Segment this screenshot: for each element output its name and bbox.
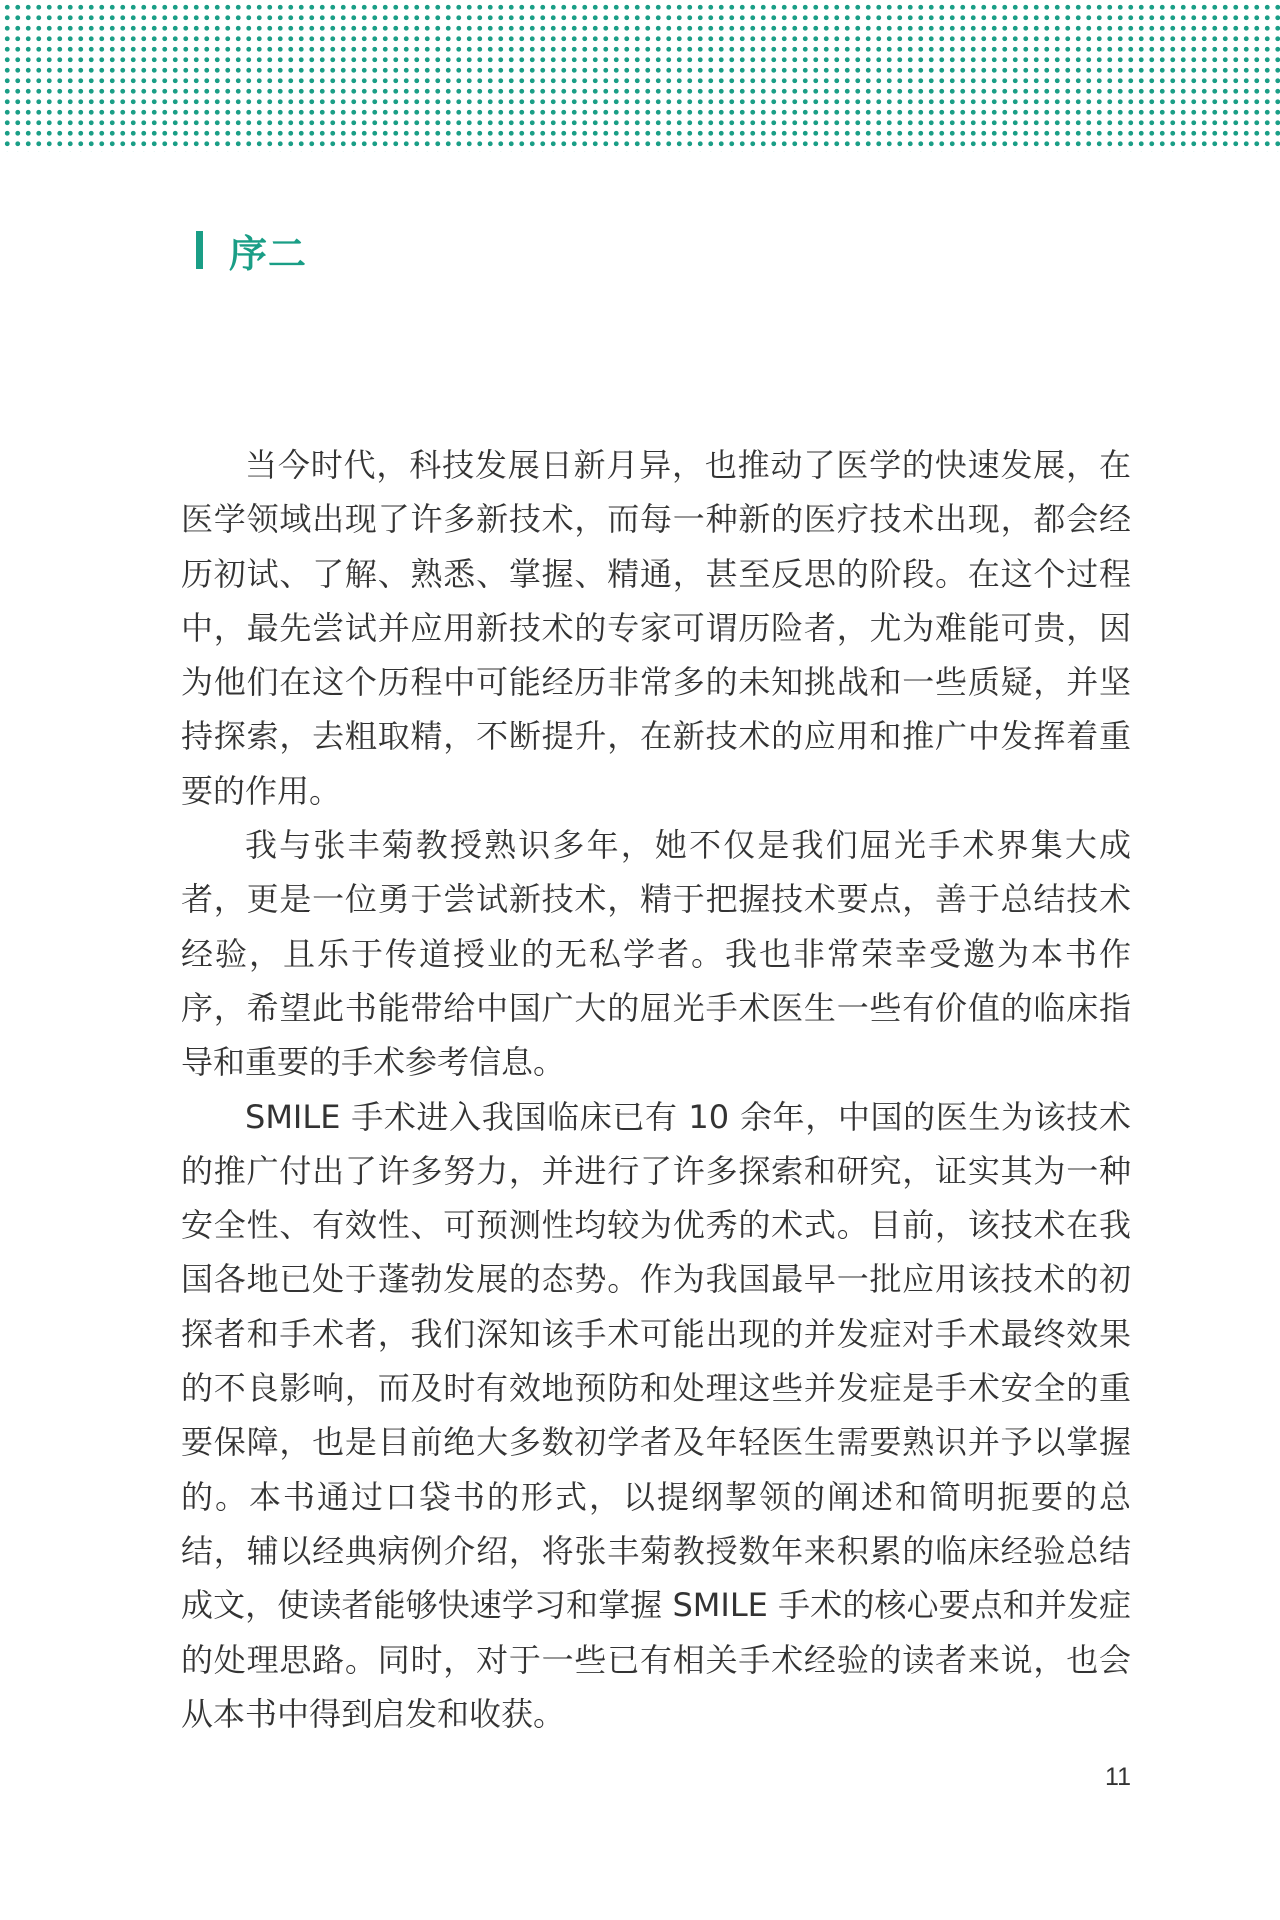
heading-accent-bar — [196, 231, 203, 269]
dot-pattern-band — [0, 0, 1280, 152]
paragraph-2: 我与张丰菊教授熟识多年，她不仅是我们屈光手术界集大成者，更是一位勇于尝试新技术，精于把握技术要点，善于总结技术经验，且乐于传道授业的无私学者。我也非常荣幸受邀为本书作序，希望此书能带给中国广大的屈光手术医生一些有价值的临床指导和重要的手术参考信息。 — [181, 826, 1131, 1082]
body-text — [181, 438, 1131, 1741]
section-heading — [196, 222, 307, 278]
page-title: 序二 — [229, 231, 308, 276]
page-number: 11 — [1105, 1763, 1131, 1791]
paragraph-3: SMILE 手术进入我国临床已有 10 余年，中国的医生为该技术的推广付出了许多努力，并进行了许多探索和研究，证实其为一种安全性、有效性、可预测性均较为优秀的术式。目前，该技术在我国各地已处于蓬勃发展的态势。作为我国最早一批应用该技术的初探者和手术者，我们深知该手术可能出现的并发症对手术最终效果的不良影响，而及时有效地预防和处理这些并发症是手术安全的重要保障，也是目前绝大多数初学者及年轻医生需要熟识并予以掌握的。本书通过口袋书的形式，以提纲挈领的阐述和简明扼要的总结，辅以经典病例介绍，将张丰菊教授数年来积累的临床经验总结成文，使读者能够快速学习和掌握 SMILE 手术的核心要点和并发症的处理思路。同时，对于一些已有相关手术经验的读者来说，也会从本书中得到启发和收获。 — [181, 1097, 1131, 1733]
paragraph-1: 当今时代，科技发展日新月异，也推动了医学的快速发展，在医学领域出现了许多新技术，而每一种新的医疗技术出现，都会经历初试、了解、熟悉、掌握、精通，甚至反思的阶段。在这个过程中，最先尝试并应用新技术的专家可谓历险者，尤为难能可贵，因为他们在这个历程中可能经历非常多的未知挑战和一些质疑，并坚持探索，去粗取精，不断提升，在新技术的应用和推广中发挥着重要的作用。 — [181, 446, 1131, 810]
